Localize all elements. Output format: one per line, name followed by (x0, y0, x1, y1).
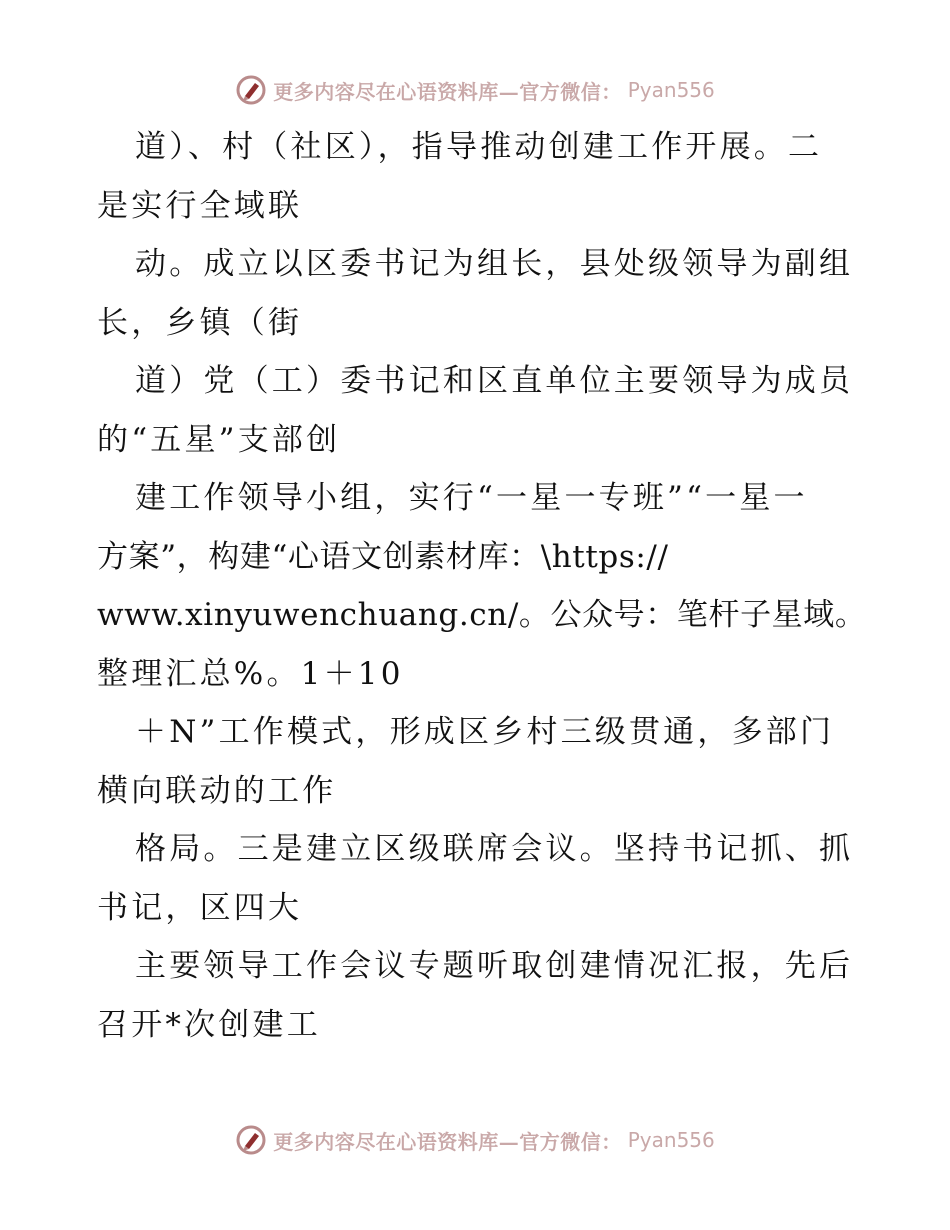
text-line: 格局。三是建立区级联席会议。坚持书记抓、抓 (135, 831, 854, 867)
watermark-text: 更多内容尽在心语资料库—官方微信： (273, 79, 622, 104)
text-line: 动。成立以区委书记为组长，县处级领导为副组 (135, 246, 854, 282)
pen-logo-icon (235, 1124, 267, 1156)
text-line: 整理汇总%。1＋10 (97, 655, 404, 692)
text-line: 建工作领导小组，实行“一星一专班”“一星一 (135, 480, 808, 516)
text-line: 主要领导工作会议专题听取创建情况汇报，先后 (135, 948, 854, 984)
document-body (97, 118, 867, 1054)
text-line: 道）党（工）委书记和区直单位主要领导为成员 (135, 363, 854, 399)
footer-watermark (0, 1120, 950, 1160)
text-line: 书记，区四大 (97, 889, 303, 926)
watermark-account: Pyan556 (627, 1128, 715, 1152)
watermark-text: 更多内容尽在心语资料库—官方微信： (273, 1129, 622, 1154)
text-line: 召开*次创建工 (97, 1006, 321, 1043)
text-line: 是实行全域联 (97, 187, 303, 224)
pen-logo-icon (235, 74, 267, 106)
text-line: 横向联动的工作 (97, 772, 337, 809)
header-watermark (0, 70, 950, 110)
text-line: 长，乡镇（街 (97, 304, 303, 341)
text-line: ＋N”工作模式，形成区乡村三级贯通，多部门 (135, 714, 835, 750)
watermark-account: Pyan556 (627, 78, 715, 102)
text-line: 的“五星”支部创 (97, 421, 341, 458)
text-line: 道）、村（社区），指导推动创建工作开展。二 (135, 129, 823, 165)
text-line: www.xinyuwenchuang.cn/。公众号：笔杆子星域。 (97, 597, 867, 633)
text-line: 方案”，构建“心语文创素材库：\https:// (97, 538, 669, 575)
